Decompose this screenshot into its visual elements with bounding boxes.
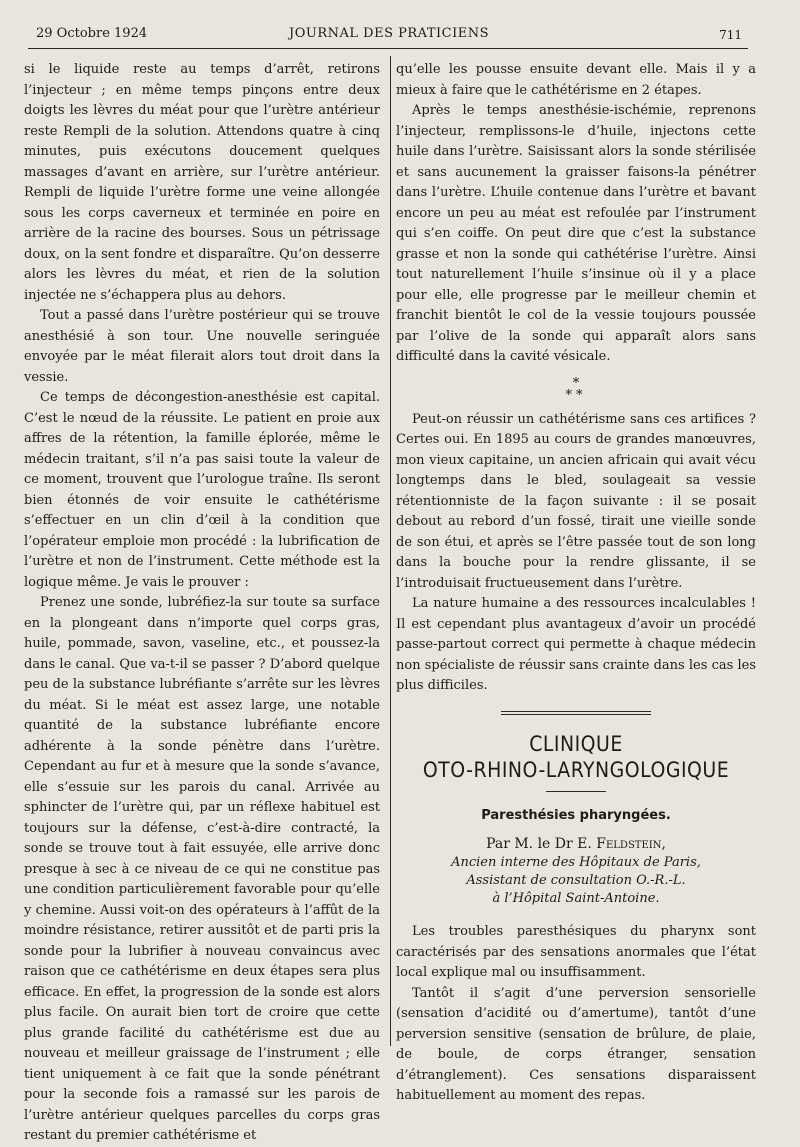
asterism-bottom: **: [565, 387, 587, 403]
section-separator: [501, 711, 651, 715]
paragraph: Les troubles paresthésiques du pharynx sont caractérisés par des sensations anormales que l’état local explique mal ou insuffisamment.: [396, 924, 756, 980]
journal-title: JOURNAL DES PRATICIENS: [289, 26, 489, 41]
author-prefix: Par M. le Dr E.: [486, 836, 597, 852]
paragraph: Peut-on réussir un cathétérisme sans ces artifices ? Certes oui. En 1895 au cours de grandes manœuvres, mon vieux capitaine, un ancien africain qui avait vécu longtemps dans le bled, soulageait sa vessie rétentionniste de la façon suivante : il se posait debout au rebord d’un fossé, tirait une vieille sonde de son étui, et après se l’être passée tout de son long dans la bouche pour la rendre glissante, il se l’introduisait fructueusement dans l’urètre.: [396, 411, 756, 591]
paragraph: si le liquide reste au temps d’arrêt, retirons l’injecteur ; en même temps pinçons entre deux doigts les lèvres du méat pour que l’urètre antérieur reste Rempli de la solution. Attendons quatre à cinq minutes, puis exécutons doucement quelques massages d’avant en arrière, sur l’urètre antérieur. Rempli de liquide l’urètre forme une veine allongée sous les corps caverneux et terminée en poire en arrière de la racine des bourses. Sous un pétrissage doux, on la sent fondre et disparaître. Qu’on desserre alors les lèvres du méat, et rien de la solution injectée ne s’échappera plus au dehors.: [24, 62, 380, 303]
section-title: [396, 731, 756, 783]
affiliation-line: à l’Hôpital Saint-Antoine.: [492, 891, 660, 906]
affiliation-line: Assistant de consultation O.-R.-L.: [466, 873, 686, 888]
right-column: [396, 60, 756, 1107]
article-author: [396, 834, 756, 854]
author-affiliation: [396, 854, 756, 908]
author-name: Feldstein,: [596, 836, 666, 852]
column-divider: [390, 56, 391, 1046]
asterism-top: *: [572, 375, 580, 391]
issue-date: 29 Octobre 1924: [36, 26, 148, 41]
section-title-line: CLINIQUE: [529, 731, 623, 756]
paragraph: Prenez une sonde, lubréfiez-la sur toute sa surface en la plongeant dans n’importe quel corps gras, huile, pommade, savon, vaseline, etc., et poussez-la dans le canal. Que va-t-il se passer ? D’abord quelque peu de la substance lubréfiante s’arrête sur les lèvres du méat. Si le méat est assez large, une notable quantité de la substance lubréfiante encore adhérente à la sonde pénètre dans l’urètre. Cependant au fur et à mesure que la sonde s’avance, elle s’essuie sur les parois du canal. Arrivée au sphincter de l’urètre qui, par un réflexe habituel est toujours sur la défense, c’est-à-dire contracté, la sonde se trouve tout à fait essuyée, elle arrive donc presque à sec à ce niveau de ce qui ne constitue pas une condition particulièrement favorable pour qu’elle y chemine. Aussi voit-on des opérateurs à l’affût de la moindre résistance, retirer aussitôt et de parti pris la sonde pour la lubrifier à nouveau convaincus avec raison que ce cathétérisme en deux étapes sera plus efficace. En effet, la progression de la sonde est alors plus facile. On aurait bien tort de croire que cette plus grande facilité du cathétérisme est due au nouveau et meilleur graissage de l’instrument ; elle tient uniquement à ce fait que la sonde pénétrant pour la seconde fois a ramassé sur les parois de l’urètre antérieur quelques parcelles du corps gras restant du premier cathétérisme et: [24, 595, 380, 1143]
section-title-line: OTO-RHINO-LARYNGOLOGIQUE: [422, 757, 730, 782]
left-column: [24, 60, 380, 1147]
asterism-separator: [396, 375, 756, 403]
paragraph: Tout a passé dans l’urètre postérieur qui se trouve anesthésié à son tour. Une nouvelle seringuée envoyée par le méat filerait alors tout droit dans la vessie.: [24, 308, 380, 385]
paragraph: Tantôt il s’agit d’une perversion sensorielle (sensation d’acidité ou d’amertume), tantôt d’une perversion sensitive (sensation de brûlure, de plaie, de boule, de corps étranger, sensation d’étranglement). Ces sensations disparaissent habituellement au moment des repas.: [396, 985, 756, 1103]
page-header: [36, 26, 742, 48]
article-title: Paresthésies pharyngées.: [481, 807, 671, 823]
spacer: [396, 908, 756, 922]
paragraph: Ce temps de décongestion-anesthésie est capital. C’est le nœud de la réussite. Le patient en proie aux affres de la rétention, la famille éplorée, même le médecin traitant, s’il n’a pas saisi toute la valeur de ce moment, trouvent que l’urologue traîne. Ils seront bien étonnés de voir ensuite le cathétérisme s’effectuer en un clin d’œil à la condition que l’opérateur emploie mon procédé : la lubrification de l’urètre et non de l’instrument. Cette méthode est la logique même. Je vais le prouver :: [24, 390, 380, 590]
title-underline: [546, 791, 606, 792]
header-rule: [28, 48, 748, 49]
page-number: 711: [719, 28, 742, 42]
paragraph: qu’elle les pousse ensuite devant elle. Mais il y a mieux à faire que le cathétérisme en 2 étapes.: [396, 62, 756, 98]
affiliation-line: Ancien interne des Hôpitaux de Paris,: [451, 855, 701, 870]
paragraph: Après le temps anesthésie-ischémie, reprenons l’injecteur, remplissons-le d’huile, injectons cette huile dans l’urètre. Saisissant alors la sonde stérilisée et sans aucunement la graisser faisons-la pénétrer dans l’urètre. L’huile contenue dans l’urètre et bavant encore un peu au méat est refoulée par l’instrument qui s’en coiffe. On peut dire que c’est la substance grasse et non la sonde qui cathétérise l’urètre. Ainsi tout naturellement l’huile s’insinue où il y a place pour elle, elle progresse par le meilleur chemin et franchit bientôt le col de la vessie toujours poussée par l’olive de la sonde qui apparaît alors sans difficulté dans la cavité vésicale.: [396, 103, 756, 364]
paragraph: La nature humaine a des ressources incalculables ! Il est cependant plus avantageux d’avoir un procédé passe-partout correct qui permette à chaque médecin non spécialiste de réussir sans crainte dans les cas les plus difficiles.: [396, 596, 756, 693]
